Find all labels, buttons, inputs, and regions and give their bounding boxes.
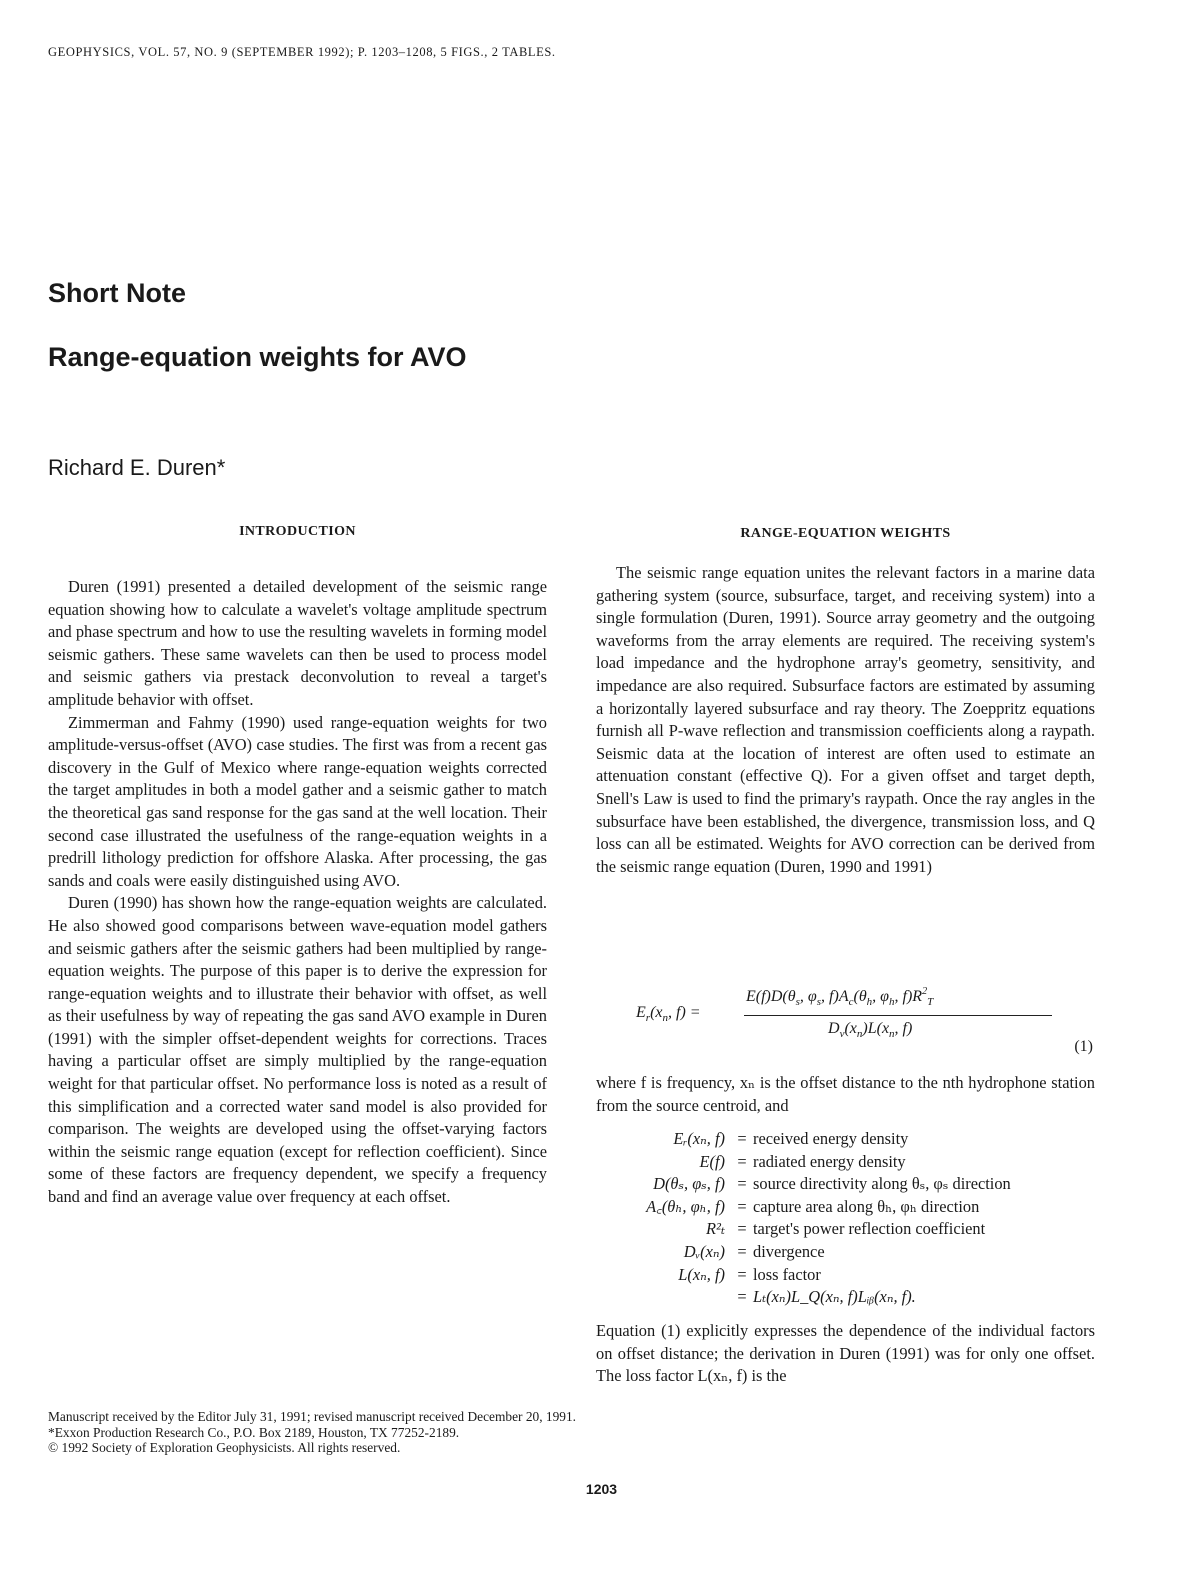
introduction-heading: INTRODUCTION: [239, 524, 356, 539]
definition-symbol: A꜀(θₕ, φₕ, f): [646, 1196, 725, 1216]
definition-symbol: L(xₙ, f): [678, 1264, 725, 1284]
equation-denominator: $D_v(x_n)L(x_n$, f): [828, 1020, 913, 1040]
intro-paragraph: Duren (1991) presented a detailed development of the seismic range equation showing how to calculate a wavelet's voltage amplitude spectrum and phase spectrum and how to use the resulting wavelets in forming model seismic gathers. These same wavelets can then be used to process model and seismic gathers via prestack deconvolution to reveal a target's amplitude behavior with offset.: [48, 577, 547, 709]
definition-symbol: [560, 1286, 731, 1309]
footnote-affiliation: *Exxon Production Research Co., P.O. Box 2189, Houston, TX 77252-2189.: [48, 1424, 460, 1440]
footnotes: [48, 1409, 576, 1456]
definition-meaning: loss factor: [753, 1264, 821, 1284]
range-weights-heading: RANGE-EQUATION WEIGHTS: [740, 526, 951, 541]
introduction-body: [48, 576, 547, 1209]
page-number: 1203: [585, 1481, 618, 1497]
article-title: Range-equation weights for AVO: [48, 342, 467, 372]
definition-meaning: target's power reflection coefficient: [753, 1219, 986, 1239]
definition-symbol: Eᵣ(xₙ, f): [673, 1129, 725, 1148]
definition-meaning: divergence: [753, 1241, 825, 1261]
section-label: Short Note: [48, 278, 186, 308]
definition-row: L(xₙ, f) = loss factor: [560, 1264, 1120, 1287]
footnote-copyright: © 1992 Society of Exploration Geophysicists. All rights reserved.: [48, 1440, 401, 1456]
definition-row: Eᵣ(xₙ, f) = received energy density: [560, 1128, 1120, 1151]
symbol-definitions: [560, 1128, 1120, 1309]
range-weights-paragraph-1: [596, 562, 1095, 878]
definition-row: Dᵥ(xₙ) = divergence: [560, 1241, 1120, 1264]
definition-meaning: radiated energy density: [753, 1151, 906, 1171]
range-weights-paragraph-3: [596, 1320, 1095, 1388]
author-name: Richard E. Duren*: [48, 455, 226, 480]
definition-symbol: Dᵥ(xₙ): [683, 1241, 725, 1261]
definition-meaning: received energy density: [753, 1129, 909, 1148]
intro-paragraph: Zimmerman and Fahmy (1990) used range-equation weights for two amplitude-versus-offset (AVO) case studies. The first was from a recent gas discovery in the Gulf of Mexico where range-equation weights corrected the target amplitudes in both a model gather and a seismic gather to match the theoretical gas sand response for the gas sand at the well location. Their second case illustrated the usefulness of the range-equation weights in a predrill lithology prediction for offshore Alaska. After processing, the gas sands and coals were easily distinguished using AVO.: [48, 712, 547, 890]
intro-paragraph: Duren (1990) has shown how the range-equation weights are calculated. He also showed good comparisons between wave-equation model gathers and seismic gathers after the seismic gathers had been multiplied by range-equation weights. The purpose of this paper is to derive the expression for range-equation weights and to illustrate their behavior with offset, as well as their usefulness by way of repeating the gas sand AVO example in Duren (1991) with the simpler offset-dependent weights for corrections. Traces having a particular offset are simply multiplied by the range-equation weight for that particular offset. No performance loss is noted as a result of this simplification and a corrected water sand model is also provided for comparison. The weights are developed using the offset-varying factors within the seismic range equation (except for reflection coefficient). Since some of these factors are frequency dependent, we specify a frequency band and find an average value over frequency at each offset.: [48, 893, 547, 1207]
equation-numerator: $E(f)D(\theta_s$, $\varphi_s$, $f)A_c(\theta_h$, $\varphi_h$, $f)R^2_T$: [746, 986, 934, 1008]
definition-row: A꜀(θₕ, φₕ, f) = capture area along θₕ, φₕ direction: [560, 1196, 1120, 1219]
definition-symbol: E(f): [699, 1151, 725, 1171]
definition-row: R²ₜ = target's power reflection coefficient: [560, 1218, 1120, 1241]
definition-meaning: Lₜ(xₙ)L_Q(xₙ, f)Lᵢᵦ(xₙ, f).: [753, 1287, 916, 1307]
body-paragraph: Equation (1) explicitly expresses the dependence of the individual factors on offset distance; the derivation in Duren (1991) was for only one offset. The loss factor L(xₙ, f) is the: [596, 1321, 1095, 1386]
definition-meaning: capture area along θₕ, φₕ direction: [753, 1196, 980, 1216]
definition-row: D(θₛ, φₛ, f) = source directivity along θₛ, φₛ direction: [560, 1173, 1120, 1196]
body-paragraph: The seismic range equation unites the relevant factors in a marine data gathering system (source, subsurface, target, and receiving system) into a single formulation (Duren, 1991). Source array geometry and the outgoing waveforms from the array elements are required. The receiving system's load impedance and the hydrophone array's geometry, sensitivity, and impedance are also required. Subsurface factors are estimated by assuming a horizontally layered subsurface and ray theory. The Zoeppritz equations furnish all P-wave reflection and transmission coefficients along a raypath. Seismic data at the location of interest are often used to estimate an attenuation constant (effective Q). For a given offset and target depth, Snell's Law is used to find the primary's raypath. Once the ray angles in the subsurface have been established, the divergence, transmission loss, and Q loss can all be estimated. Weights for AVO correction can be derived from the seismic range equation (Duren, 1990 and 1991): [596, 563, 1095, 876]
footnote-received: Manuscript received by the Editor July 31, 1991; revised manuscript received December 20, 1991.: [48, 1409, 577, 1424]
fraction-bar: [744, 1015, 1052, 1016]
definition-row: = Lₜ(xₙ)L_Q(xₙ, f)Lᵢᵦ(xₙ, f).: [560, 1286, 1120, 1309]
range-weights-paragraph-2: [596, 1072, 1095, 1117]
equation-lhs: $E_r(x_n$, f) =: [636, 1004, 701, 1024]
journal-citation: GEOPHYSICS, VOL. 57, NO. 9 (SEPTEMBER 1992); P. 1203–1208, 5 FIGS., 2 TABLES.: [48, 45, 556, 59]
equation-number: (1): [1074, 1038, 1093, 1055]
definition-symbol: D(θₛ, φₛ, f): [653, 1174, 725, 1194]
equation-1: [596, 988, 1095, 1056]
definition-symbol: R²ₜ: [706, 1219, 725, 1239]
definition-row: E(f) = radiated energy density: [560, 1151, 1120, 1174]
definition-meaning: source directivity along θₛ, φₛ direction: [753, 1174, 1011, 1194]
body-paragraph: where f is frequency, xₙ is the offset distance to the nth hydrophone station from the source centroid, and: [596, 1073, 1095, 1115]
